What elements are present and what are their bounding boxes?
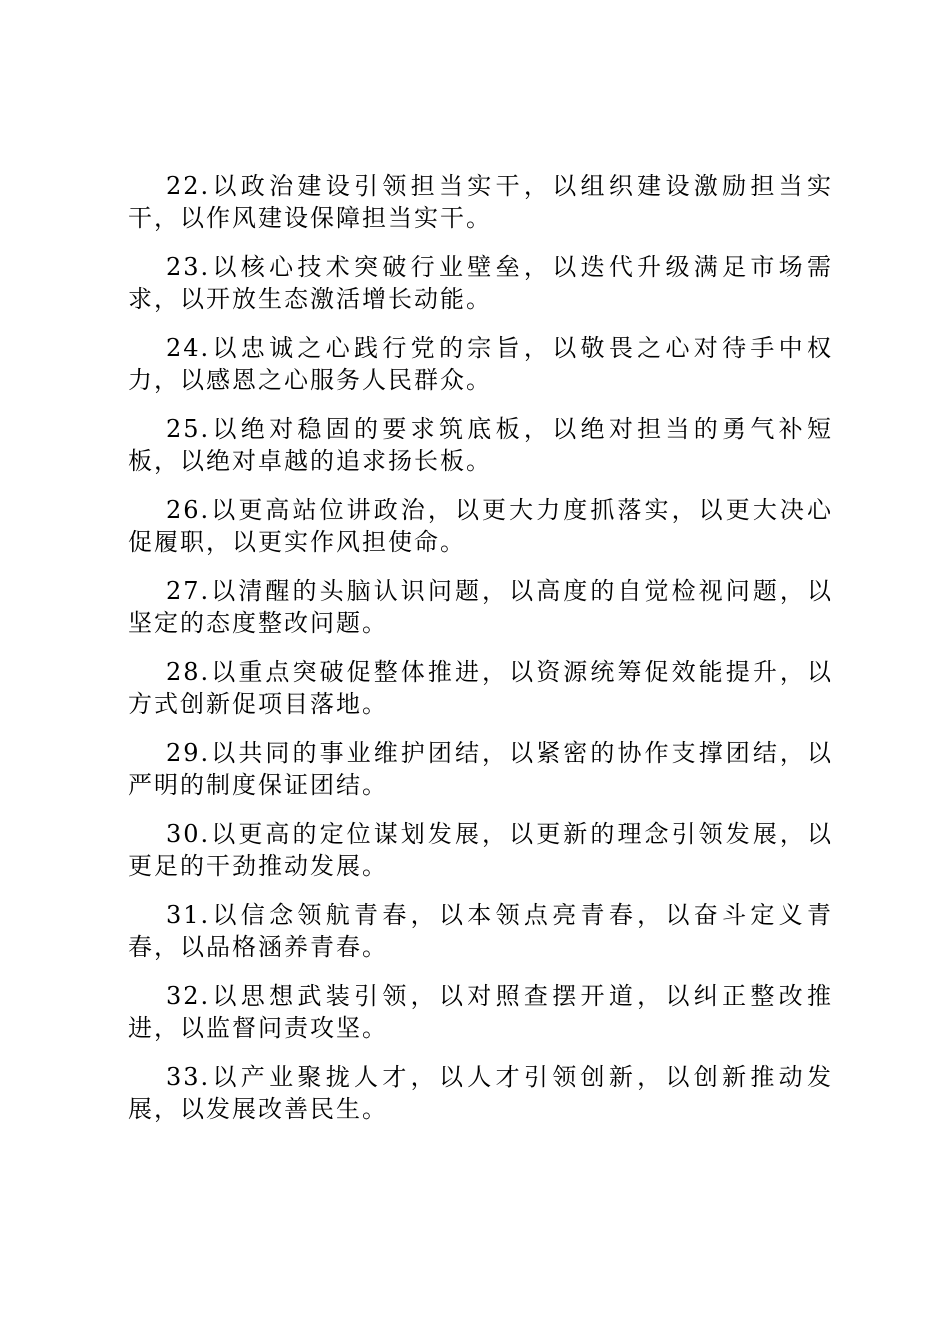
list-item: 25.以绝对稳固的要求筑底板，以绝对担当的勇气补短板，以绝对卓越的追求扬长板。 bbox=[128, 415, 833, 475]
list-item: 28.以重点突破促整体推进，以资源统筹促效能提升，以方式创新促项目落地。 bbox=[128, 658, 833, 718]
list-item: 27.以清醒的头脑认识问题，以高度的自觉检视问题，以坚定的态度整改问题。 bbox=[128, 577, 833, 637]
list-item: 23.以核心技术突破行业壁垒，以迭代升级满足市场需求，以开放生态激活增长动能。 bbox=[128, 253, 833, 313]
list-item: 31.以信念领航青春，以本领点亮青春，以奋斗定义青春，以品格涵养青春。 bbox=[128, 901, 833, 961]
list-item: 32.以思想武装引领，以对照查摆开道，以纠正整改推进，以监督问责攻坚。 bbox=[128, 982, 833, 1042]
list-item: 33.以产业聚拢人才，以人才引领创新，以创新推动发展，以发展改善民生。 bbox=[128, 1063, 833, 1123]
document-body bbox=[128, 170, 833, 1142]
list-item: 24.以忠诚之心践行党的宗旨，以敬畏之心对待手中权力，以感恩之心服务人民群众。 bbox=[128, 334, 833, 394]
list-item: 26.以更高站位讲政治，以更大力度抓落实，以更大决心促履职，以更实作风担使命。 bbox=[128, 496, 833, 556]
list-item: 30.以更高的定位谋划发展，以更新的理念引领发展，以更足的干劲推动发展。 bbox=[128, 820, 833, 880]
list-item: 29.以共同的事业维护团结，以紧密的协作支撑团结，以严明的制度保证团结。 bbox=[128, 739, 833, 799]
list-item: 22.以政治建设引领担当实干，以组织建设激励担当实干，以作风建设保障担当实干。 bbox=[128, 172, 833, 232]
